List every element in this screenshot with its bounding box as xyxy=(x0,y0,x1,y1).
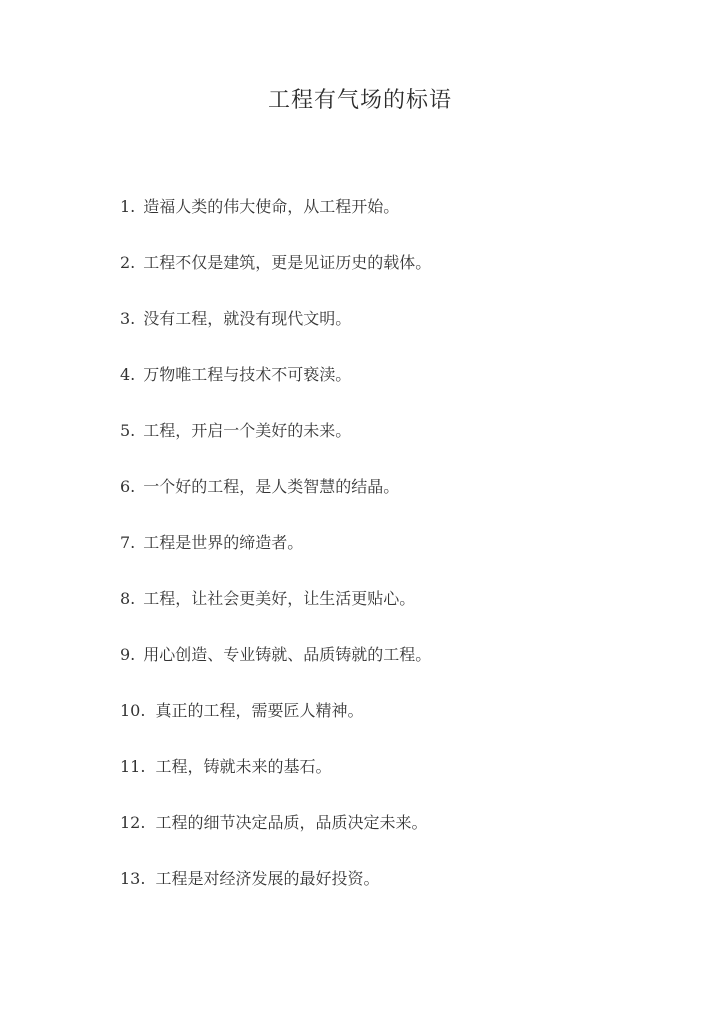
item-text: 一个好的工程，是人类智慧的结晶。 xyxy=(143,477,400,496)
list-item xyxy=(120,810,640,866)
list-item xyxy=(120,362,640,418)
list-item xyxy=(120,754,640,810)
page-title: 工程有气场的标语 xyxy=(267,88,452,113)
list-item xyxy=(120,194,640,250)
item-text: 工程不仅是建筑，更是见证历史的载体。 xyxy=(143,253,432,272)
item-number: 12. xyxy=(120,813,146,832)
item-number: 3. xyxy=(120,309,136,328)
item-number: 11. xyxy=(120,757,146,776)
item-text: 用心创造、专业铸就、品质铸就的工程。 xyxy=(143,645,432,664)
list-item xyxy=(120,642,640,698)
list-item xyxy=(120,418,640,474)
list-item xyxy=(120,530,640,586)
item-number: 13. xyxy=(120,869,146,888)
list-item xyxy=(120,306,640,362)
item-number: 4. xyxy=(120,365,136,384)
item-text: 没有工程，就没有现代文明。 xyxy=(143,309,352,328)
item-text: 工程的细节决定品质，品质决定未来。 xyxy=(155,813,428,832)
list-item xyxy=(120,866,640,922)
item-text: 工程是对经济发展的最好投资。 xyxy=(155,869,380,888)
item-number: 9. xyxy=(120,645,136,664)
item-number: 5. xyxy=(120,421,136,440)
item-text: 万物唯工程与技术不可亵渎。 xyxy=(143,365,352,384)
item-number: 1. xyxy=(120,197,136,216)
item-text: 工程，铸就未来的基石。 xyxy=(155,757,332,776)
item-text: 工程，开启一个美好的未来。 xyxy=(143,421,352,440)
list-item xyxy=(120,250,640,306)
item-number: 7. xyxy=(120,533,136,552)
item-text: 工程，让社会更美好，让生活更贴心。 xyxy=(143,589,416,608)
item-number: 2. xyxy=(120,253,136,272)
item-number: 8. xyxy=(120,589,136,608)
item-number: 10. xyxy=(120,701,146,720)
slogan-list xyxy=(120,194,640,922)
item-text: 工程是世界的缔造者。 xyxy=(143,533,304,552)
item-text: 真正的工程，需要匠人精神。 xyxy=(155,701,364,720)
item-number: 6. xyxy=(120,477,136,496)
list-item xyxy=(120,474,640,530)
list-item xyxy=(120,586,640,642)
list-item xyxy=(120,698,640,754)
item-text: 造福人类的伟大使命，从工程开始。 xyxy=(143,197,400,216)
